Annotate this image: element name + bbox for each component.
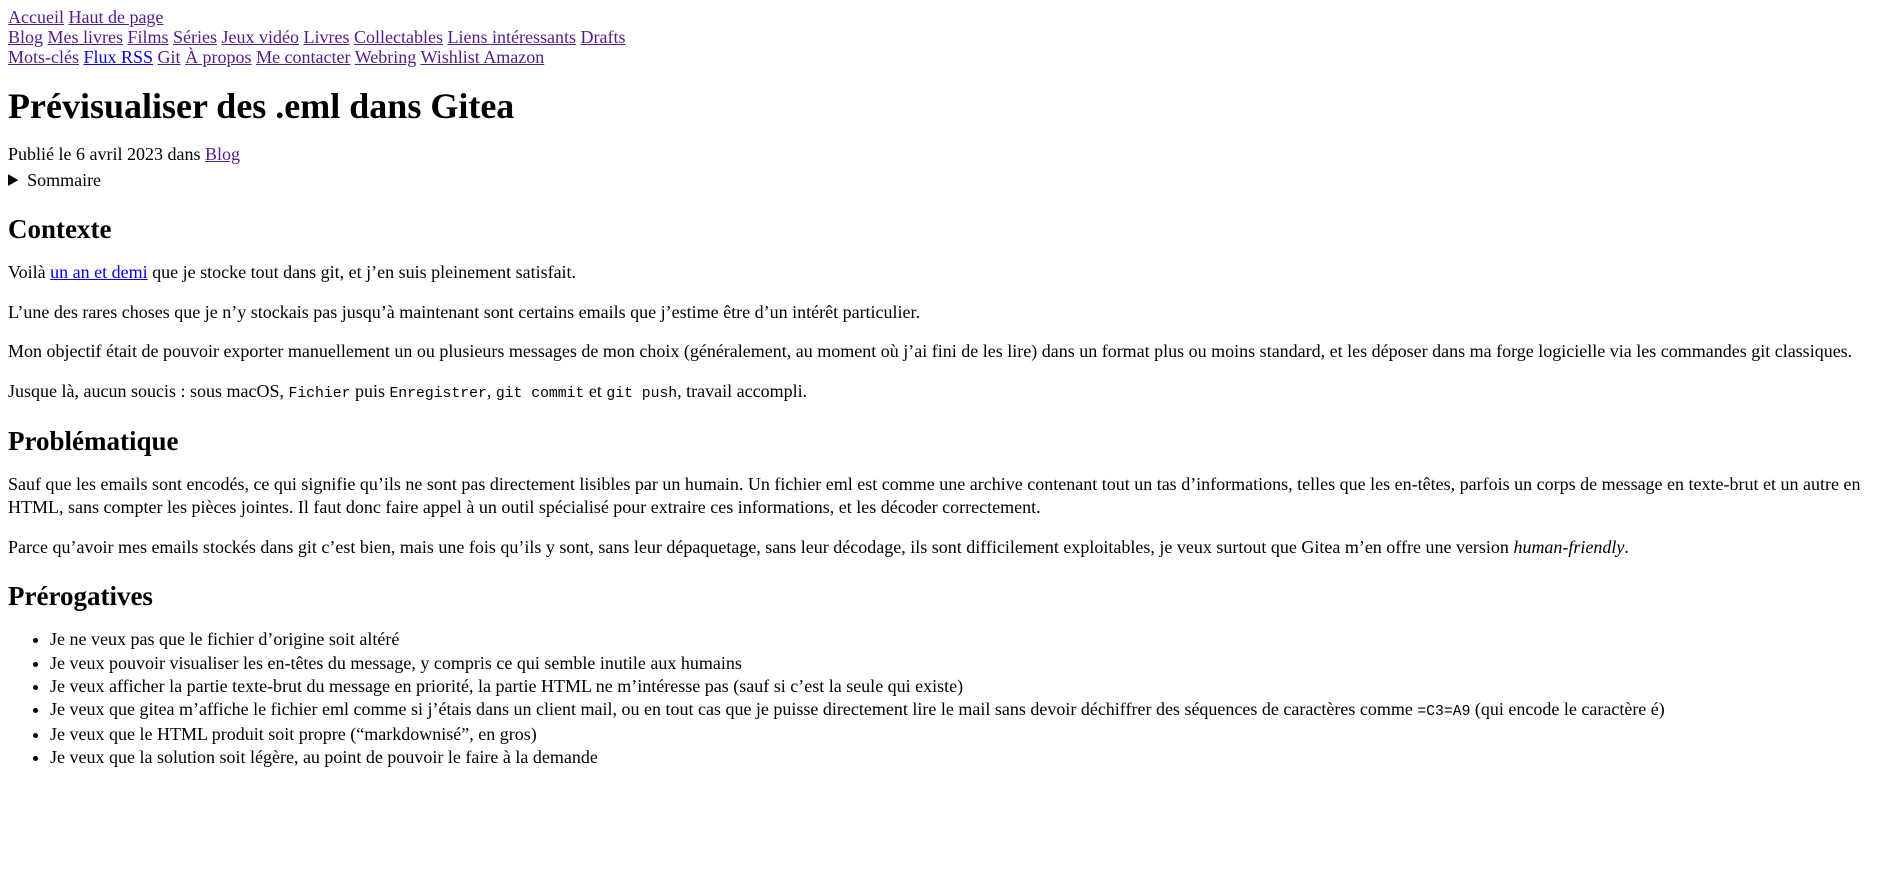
- inline-code-fichier: Fichier: [288, 385, 351, 402]
- paragraph-problematique-1: Sauf que les emails sont encodés, ce qui signifie qu’ils ne sont pas directement lisibles par un humain. Un fichier eml est comme une archive contenant tout un tas d’informations, telles que les en-têtes, parfois un corps de message en texte-brut et un autre en HTML, sans compter les pièces jointes. Il faut donc faire appel à un outil spécialisé pour extraire ces informations, et les décoder correctement.: [8, 473, 1861, 518]
- nav-link-mots-cles[interactable]: Mots-clés: [8, 46, 79, 67]
- nav-link-films[interactable]: Films: [127, 26, 169, 47]
- nav-row-misc: [8, 48, 1869, 68]
- text-segment: Voilà: [8, 262, 51, 283]
- inline-code-git-push: git push: [606, 385, 678, 402]
- nav-row-site: [8, 8, 1869, 28]
- nav-link-haut-de-page[interactable]: Haut de page: [68, 7, 164, 27]
- article: [8, 87, 1869, 769]
- text-segment: Je veux que gitea m’affiche le fichier eml comme si j’étais dans un client mail, ou en tout cas que je puisse directement lire le mail sans devoir déchiffrer des séquences de caractères comme: [50, 699, 1418, 720]
- prerogatives-list: [8, 628, 1869, 769]
- text-segment: Parce qu’avoir mes emails stockés dans git c’est bien, mais une fois qu’ils y sont, sans leur dépaquetage, sans leur décodage, ils sont difficilement exploitables, je veux surtout que Gitea m’en offre une version: [8, 536, 1514, 557]
- publish-info-text: Publié le 6 avril 2023 dans: [8, 143, 205, 164]
- inline-code-quoted-printable: =C3=A9: [1417, 704, 1471, 721]
- list-item: • Je veux que le HTML produit soit propre (“markdownisé”, en gros): [50, 723, 1869, 746]
- list-item: • Je veux que la solution soit légère, au point de pouvoir le faire à la demande: [50, 746, 1869, 769]
- text-segment: et: [584, 380, 607, 401]
- list-item: • Je veux afficher la partie texte-brut du message en priorité, la partie HTML ne m’intéresse pas (sauf si c’est la seule qui existe): [50, 675, 1869, 698]
- nav-link-jeux-video[interactable]: Jeux vidéo: [221, 26, 300, 47]
- section-prerogatives: [8, 582, 1869, 769]
- nav-link-drafts[interactable]: Drafts: [580, 26, 626, 47]
- section-heading-prerogatives: Prérogatives: [8, 581, 153, 612]
- toc-details: [8, 169, 1869, 192]
- category-link-blog[interactable]: Blog: [204, 143, 240, 164]
- nav-link-git[interactable]: Git: [157, 46, 181, 67]
- nav-link-mes-livres[interactable]: Mes livres: [47, 26, 124, 47]
- text-segment: puis: [350, 380, 390, 401]
- nav-link-blog[interactable]: Blog: [8, 26, 44, 47]
- section-problematique: [8, 427, 1869, 559]
- nav-link-webring[interactable]: Webring: [354, 46, 417, 67]
- paragraph-contexte-2: L’une des rares choses que je n’y stockais pas jusqu’à maintenant sont certains emails que j’estime être d’un intérêt particulier.: [8, 301, 921, 322]
- nav-link-me-contacter[interactable]: Me contacter: [256, 46, 351, 67]
- toc-summary[interactable]: Sommaire: [27, 170, 102, 191]
- text-segment: .: [1624, 536, 1629, 557]
- nav-link-livres[interactable]: Livres: [303, 26, 350, 47]
- nav-row-categories: [8, 28, 1869, 48]
- emphasis-human-friendly: human-friendly: [1513, 536, 1625, 557]
- list-item: • Je veux pouvoir visualiser les en-têtes du message, y compris ce qui semble inutile aux humains: [50, 652, 1869, 675]
- nav-link-a-propos[interactable]: À propos: [185, 46, 252, 67]
- inline-code-git-commit: git commit: [495, 385, 585, 402]
- nav-link-wishlist-amazon[interactable]: Wishlist Amazon: [420, 46, 545, 67]
- section-heading-contexte: Contexte: [8, 214, 112, 245]
- text-segment: que je stocke tout dans git, et j’en suis pleinement satisfait.: [147, 262, 577, 283]
- publish-info: [8, 143, 1869, 166]
- nav-link-flux-rss[interactable]: Flux RSS: [83, 46, 154, 67]
- section-heading-problematique: Problématique: [8, 426, 179, 457]
- text-segment: ,: [486, 380, 496, 401]
- text-segment: , travail accompli.: [677, 380, 808, 401]
- list-item: • Je ne veux pas que le fichier d’origine soit altéré: [50, 628, 1869, 651]
- text-segment: Jusque là, aucun soucis : sous macOS,: [8, 380, 289, 401]
- paragraph-problematique-2: [8, 536, 1869, 559]
- nav-link-accueil[interactable]: Accueil: [8, 7, 64, 27]
- paragraph-contexte-4: [8, 380, 1869, 404]
- section-contexte: [8, 215, 1869, 404]
- top-nav: [8, 8, 1869, 67]
- page-title: Prévisualiser des .eml dans Gitea: [8, 86, 515, 127]
- nav-link-collectables[interactable]: Collectables: [354, 26, 443, 47]
- text-segment: (qui encode le caractère é): [1470, 699, 1665, 720]
- paragraph-contexte-1: [8, 261, 1869, 284]
- nav-link-liens-interessants[interactable]: Liens intéressants: [447, 26, 576, 47]
- inline-code-enregistrer: Enregistrer: [389, 385, 487, 402]
- list-item: [50, 698, 1869, 722]
- nav-link-series[interactable]: Séries: [173, 26, 218, 47]
- paragraph-contexte-3: Mon objectif était de pouvoir exporter manuellement un ou plusieurs messages de mon choix (généralement, au moment où j’ai fini de les lire) dans un format plus ou moins standard, et les déposer dans ma forge logicielle via les commandes git classiques.: [8, 341, 1853, 362]
- link-un-an-et-demi[interactable]: un an et demi: [50, 262, 148, 283]
